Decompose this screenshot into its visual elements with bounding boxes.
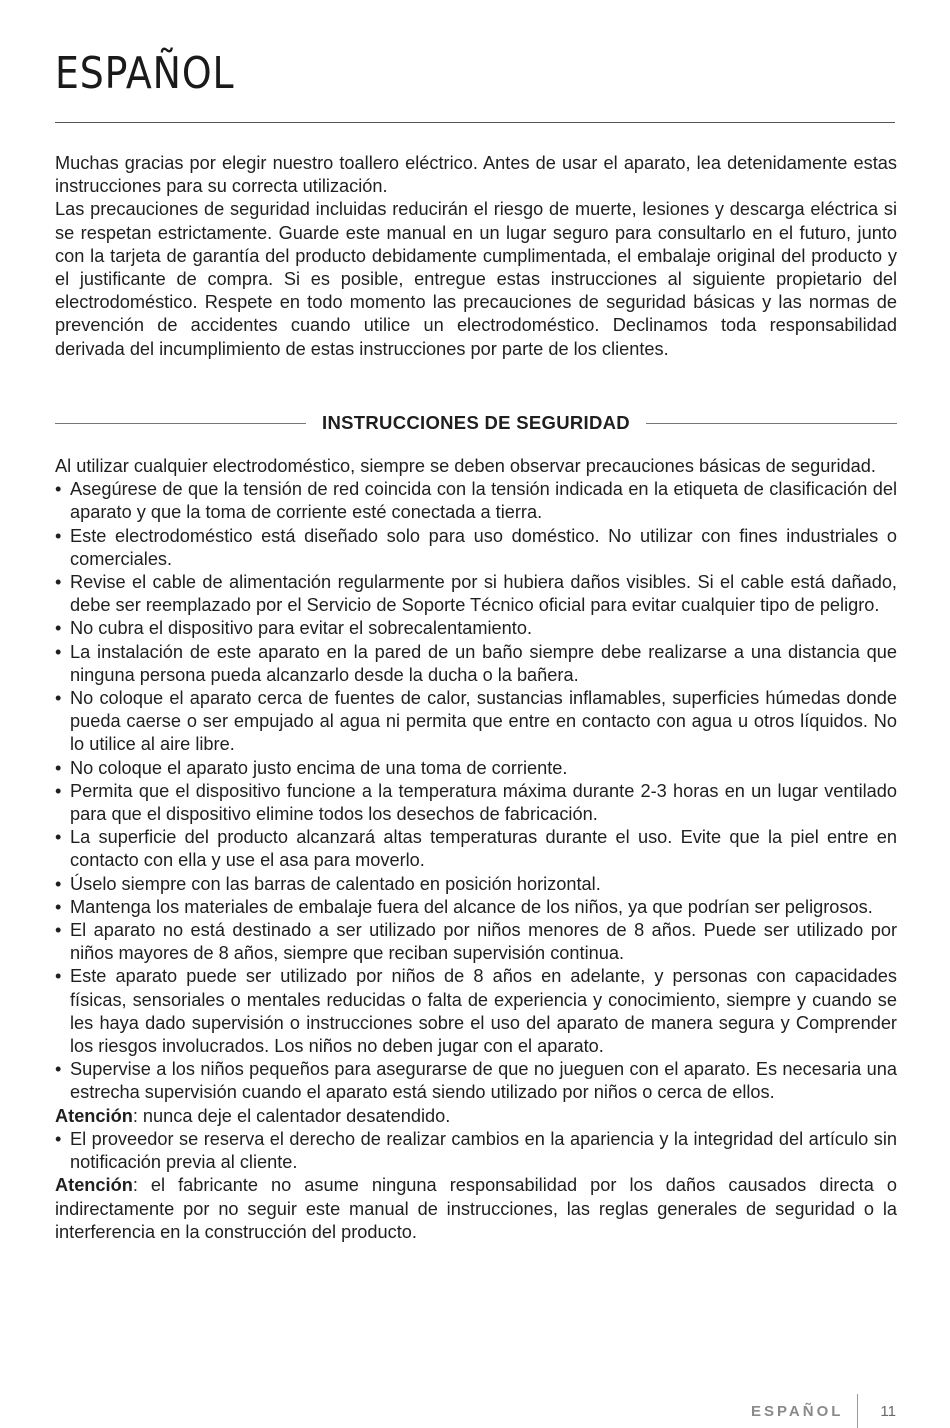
safety-list-extra [55,1128,897,1174]
attention-note-2 [55,1174,897,1244]
safety-lead-text: Al utilizar cualquier electrodoméstico, siempre se deben observar precauciones básicas de seguridad. [55,456,876,476]
page-footer [751,1394,896,1428]
attention-label: Atención [55,1175,133,1196]
safety-list-item: • La superficie del producto alcanzará altas temperaturas durante el uso. Evite que la piel entre en contacto con ella y use el asa para moverlo. [55,826,897,872]
safety-list-item: • Úselo siempre con las barras de calentado en posición horizontal. [55,873,897,896]
safety-list [55,478,897,1104]
safety-list-item: • Revise el cable de alimentación regularmente por si hubiera daños visibles. Si el cable está dañado, debe ser reemplazado por el Servicio de Soporte Técnico oficial para evitar cualquier tipo de peligro. [55,571,897,617]
footer-language: ESPAÑOL [751,1402,844,1420]
safety-heading-label: INSTRUCCIONES DE SEGURIDAD [322,412,630,433]
safety-list-item: • Este electrodoméstico está diseñado solo para uso doméstico. No utilizar con fines industriales o comerciales. [55,525,897,571]
page-number: 11 [880,1402,896,1420]
safety-list-item: • El aparato no está destinado a ser utilizado por niños menores de 8 años. Puede ser utilizado por niños mayores de 8 años, siempre que reciban supervisión continua. [55,919,897,965]
safety-list-item: • Mantenga los materiales de embalaje fuera del alcance de los niños, ya que podrían ser peligrosos. [55,896,897,919]
attention-text: : el fabricante no asume ninguna responsabilidad por los daños causados directa o indirectamente por no seguir este manual de instrucciones, las reglas generales de seguridad o la interferencia en la construcción del producto. [55,1175,897,1242]
heading-rule-right [646,423,897,424]
safety-list-item: • No coloque el aparato cerca de fuentes de calor, sustancias inflamables, superficies húmedas donde pueda caerse o ser empujado al agua ni permita que entre en contacto con agua u otros líquidos. No lo utilice al aire libre. [55,687,897,757]
safety-list-item: • La instalación de este aparato en la pared de un baño siempre debe realizarse a una distancia que ninguna persona pueda alcanzarlo desde la ducha o la bañera. [55,641,897,687]
intro-paragraph-1: Muchas gracias por elegir nuestro toallero eléctrico. Antes de usar el aparato, lea detenidamente estas instrucciones para su correcta utilización. [55,153,897,197]
safety-list-item: • Asegúrese de que la tensión de red coincida con la tensión indicada en la etiqueta de clasificación del aparato y que la toma de corriente esté conectada a tierra. [55,478,897,524]
attention-note-1 [55,1105,897,1128]
safety-section-heading [55,410,897,436]
safety-instructions [55,455,897,1244]
safety-list-item: • El proveedor se reserva el derecho de realizar cambios en la apariencia y la integridad del artículo sin notificación previa al cliente. [55,1128,897,1174]
intro-section [55,152,897,361]
footer-divider [857,1394,858,1428]
safety-list-item: • No coloque el aparato justo encima de una toma de corriente. [55,757,897,780]
safety-list-item: • No cubra el dispositivo para evitar el sobrecalentamiento. [55,617,897,640]
page-title: ESPAÑOL [55,48,235,99]
attention-text: : nunca deje el calentador desatendido. [132,1105,451,1126]
safety-list-item: • Este aparato puede ser utilizado por niños de 8 años en adelante, y personas con capacidades físicas, sensoriales o mentales reducidas o falta de experiencia y conocimiento, siempre y cuando se les haya dado supervisión o instrucciones sobre el uso del aparato de manera segura y Comprender los riesgos involucrados. Los niños no deben jugar con el aparato. [55,965,897,1058]
title-divider [55,122,895,123]
safety-list-item: • Supervise a los niños pequeños para asegurarse de que no jueguen con el aparato. Es necesaria una estrecha supervisión cuando el aparato está siendo utilizado por niños o cerca de ellos. [55,1058,897,1104]
attention-label: Atención [55,1105,133,1126]
safety-list-item: • Permita que el dispositivo funcione a la temperatura máxima durante 2-3 horas en un lugar ventilado para que el dispositivo elimine todos los desechos de fabricación. [55,780,897,826]
heading-rule-left [55,423,306,424]
intro-paragraph-2: Las precauciones de seguridad incluidas reducirán el riesgo de muerte, lesiones y descarga eléctrica si se respetan estrictamente. Guarde este manual en un lugar seguro para consultarlo en el futuro, junto con la tarjeta de garantía del producto debidamente cumplimentada, el embalaje original del producto y el justificante de compra. Si es posible, entregue estas instrucciones al siguiente propietario del electrodoméstico. Respete en todo momento las precauciones de seguridad básicas y las normas de prevención de accidentes cuando utilice un electrodoméstico. Declinamos toda responsabilidad derivada del incumplimiento de estas instrucciones por parte de los clientes. [55,199,897,359]
